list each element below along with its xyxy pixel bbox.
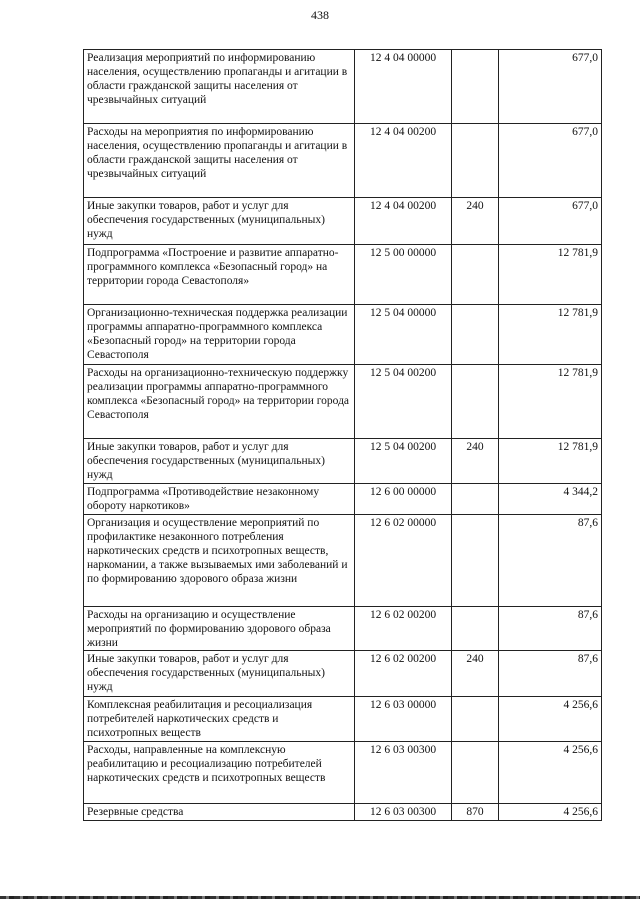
row-expense-type	[452, 515, 499, 607]
row-code: 12 6 02 00200	[355, 651, 452, 697]
row-name: Подпрограмма «Противодействие незаконному обороту наркотиков»	[84, 484, 355, 515]
row-code: 12 6 00 00000	[355, 484, 452, 515]
row-name: Комплексная реабилитация и ресоциализация потребителей наркотических средств и психотропных веществ	[84, 697, 355, 742]
row-code: 12 6 03 00300	[355, 742, 452, 804]
table-row	[84, 484, 602, 515]
budget-table-body	[84, 50, 602, 821]
row-sum: 677,0	[499, 50, 602, 124]
page-number: 438	[311, 8, 329, 22]
row-expense-type	[452, 305, 499, 365]
row-name: Организационно-техническая поддержка реализации программы аппаратно-программного комплекса «Безопасный город» на территории города Севастополя	[84, 305, 355, 365]
row-name: Подпрограмма «Построение и развитие аппаратно-программного комплекса «Безопасный город» на территории города Севастополя»	[84, 245, 355, 305]
row-sum: 677,0	[499, 124, 602, 198]
row-expense-type: 240	[452, 651, 499, 697]
table-row	[84, 365, 602, 439]
row-code: 12 6 02 00200	[355, 607, 452, 651]
row-expense-type	[452, 697, 499, 742]
row-expense-type: 870	[452, 804, 499, 821]
row-sum: 4 256,6	[499, 697, 602, 742]
row-expense-type: 240	[452, 439, 499, 484]
row-code: 12 4 04 00000	[355, 50, 452, 124]
row-sum: 12 781,9	[499, 245, 602, 305]
table-row	[84, 607, 602, 651]
table-row	[84, 245, 602, 305]
row-sum: 12 781,9	[499, 365, 602, 439]
table-row	[84, 124, 602, 198]
table-row	[84, 742, 602, 804]
row-name: Иные закупки товаров, работ и услуг для обеспечения государственных (муниципальных) нужд	[84, 651, 355, 697]
row-sum: 87,6	[499, 515, 602, 607]
row-name: Резервные средства	[84, 804, 355, 821]
row-expense-type	[452, 742, 499, 804]
row-sum: 12 781,9	[499, 305, 602, 365]
row-code: 12 6 03 00300	[355, 804, 452, 821]
row-expense-type: 240	[452, 198, 499, 245]
row-name: Расходы на организацию и осуществление мероприятий по формированию здорового образа жизни	[84, 607, 355, 651]
table-row	[84, 515, 602, 607]
row-code: 12 5 04 00000	[355, 305, 452, 365]
table-row	[84, 697, 602, 742]
row-sum: 677,0	[499, 198, 602, 245]
row-code: 12 5 04 00200	[355, 365, 452, 439]
row-expense-type	[452, 365, 499, 439]
table-row	[84, 651, 602, 697]
budget-table	[83, 49, 602, 821]
row-expense-type	[452, 50, 499, 124]
row-name: Расходы на мероприятия по информированию населения, осуществлению пропаганды и агитации в области гражданской защиты населения от чрезвычайных ситуаций	[84, 124, 355, 198]
row-sum: 87,6	[499, 607, 602, 651]
table-row	[84, 198, 602, 245]
scan-edge-line	[0, 896, 640, 899]
row-expense-type	[452, 607, 499, 651]
row-name: Реализация мероприятий по информированию населения, осуществлению пропаганды и агитации в области гражданской защиты населения от чрезвычайных ситуаций	[84, 50, 355, 124]
row-code: 12 6 02 00000	[355, 515, 452, 607]
row-sum: 4 256,6	[499, 742, 602, 804]
table-row	[84, 439, 602, 484]
row-name: Организация и осуществление мероприятий по профилактике незаконного потребления наркотических средств и психотропных веществ, наркомании, а также вызываемых ими заболеваний и по формированию здорового образа жизни	[84, 515, 355, 607]
row-code: 12 6 03 00000	[355, 697, 452, 742]
row-name: Расходы на организационно-техническую поддержку реализации программы аппаратно-программного комплекса «Безопасный город» на территории города Севастополя	[84, 365, 355, 439]
row-expense-type	[452, 484, 499, 515]
row-name: Иные закупки товаров, работ и услуг для обеспечения государственных (муниципальных) нужд	[84, 439, 355, 484]
row-sum: 4 256,6	[499, 804, 602, 821]
row-sum: 12 781,9	[499, 439, 602, 484]
row-name: Расходы, направленные на комплексную реабилитацию и ресоциализацию потребителей наркотических средств и психотропных веществ	[84, 742, 355, 804]
row-code: 12 4 04 00200	[355, 124, 452, 198]
row-code: 12 5 04 00200	[355, 439, 452, 484]
row-name: Иные закупки товаров, работ и услуг для обеспечения государственных (муниципальных) нужд	[84, 198, 355, 245]
row-expense-type	[452, 245, 499, 305]
row-sum: 87,6	[499, 651, 602, 697]
row-expense-type	[452, 124, 499, 198]
table-row	[84, 50, 602, 124]
table-row	[84, 305, 602, 365]
row-sum: 4 344,2	[499, 484, 602, 515]
row-code: 12 4 04 00200	[355, 198, 452, 245]
row-code: 12 5 00 00000	[355, 245, 452, 305]
table-row	[84, 804, 602, 821]
